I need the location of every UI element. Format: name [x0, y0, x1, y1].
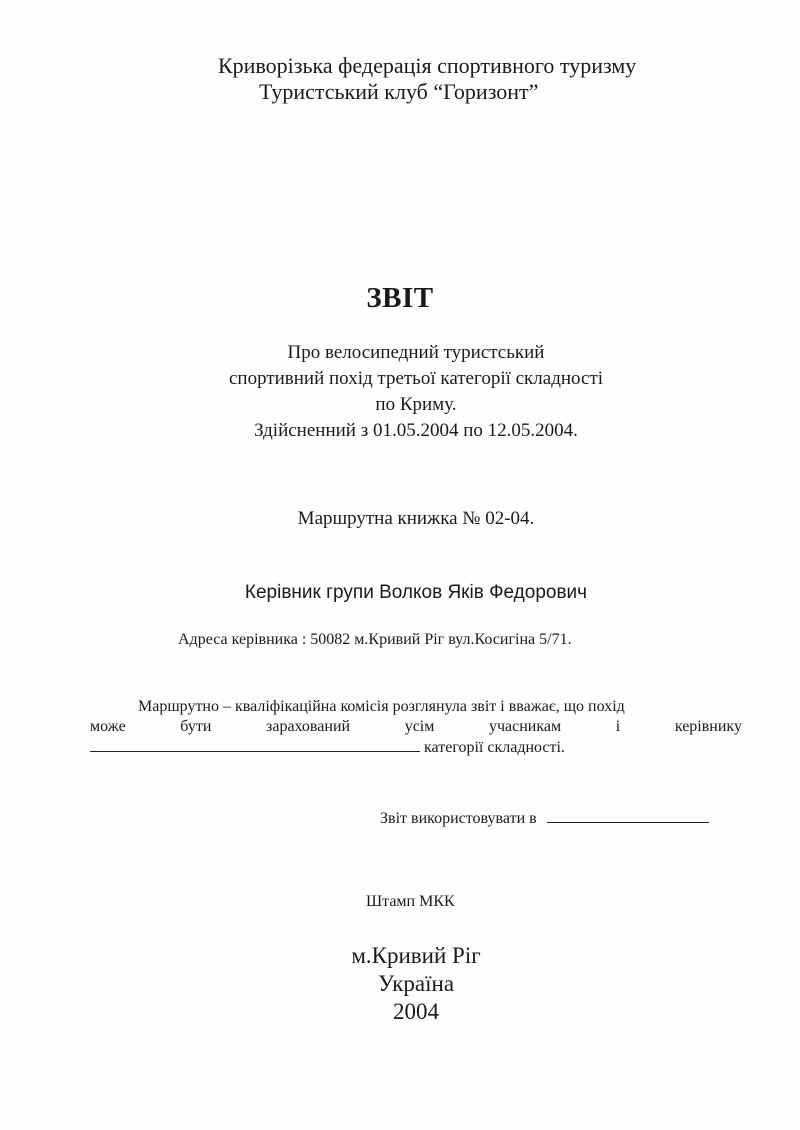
report-usage — [380, 808, 709, 828]
group-leader: Керівник групи Волков Яків Федорович — [244, 582, 588, 603]
subtitle-line: Про велосипедний туристський — [287, 342, 545, 363]
footer-year: 2004 — [393, 999, 439, 1024]
commission-word: керівнику — [674, 718, 742, 735]
document-footer — [0, 942, 800, 1026]
commission-text: Маршрутно – кваліфікаційна комісія розглянула звіт і вважає, що похід — [138, 698, 625, 715]
report-title: ЗВІТ — [366, 282, 434, 314]
commission-word: зарахований — [266, 718, 351, 735]
report-subtitle — [0, 340, 800, 444]
footer-country: Україна — [377, 971, 455, 996]
commission-line — [90, 697, 742, 717]
route-book-number: Маршрутна книжка № 02-04. — [297, 508, 535, 529]
organization-name: Криворізька федерація спортивного туризму — [218, 53, 637, 78]
commission-word: учасникам — [488, 718, 562, 735]
commission-word: може — [90, 718, 126, 735]
report-usage-label: Звіт використовувати в — [380, 810, 537, 827]
commission-word: бути — [180, 718, 212, 735]
commission-statement — [90, 697, 742, 758]
commission-line — [90, 717, 742, 737]
commission-word: і — [615, 718, 621, 735]
commission-stamp-label: Штамп МКК — [366, 893, 455, 910]
commission-line — [90, 737, 742, 758]
commission-text: категорії складності. — [424, 739, 565, 756]
commission-word: усім — [404, 718, 435, 735]
footer-city: м.Кривий Ріг — [351, 943, 481, 968]
club-name: Туристський клуб “Горизонт” — [259, 79, 539, 104]
category-blank-field — [90, 737, 420, 752]
subtitle-line: спортивний похід третьої категорії складності — [228, 368, 604, 389]
subtitle-line: по Криму. — [375, 394, 457, 415]
leader-address: Адреса керівника : 50082 м.Кривий Ріг вул.Косигіна 5/71. — [178, 631, 572, 648]
subtitle-dates: Здійсненний з 01.05.2004 по 12.05.2004. — [254, 420, 578, 441]
report-usage-blank-field — [547, 808, 709, 823]
